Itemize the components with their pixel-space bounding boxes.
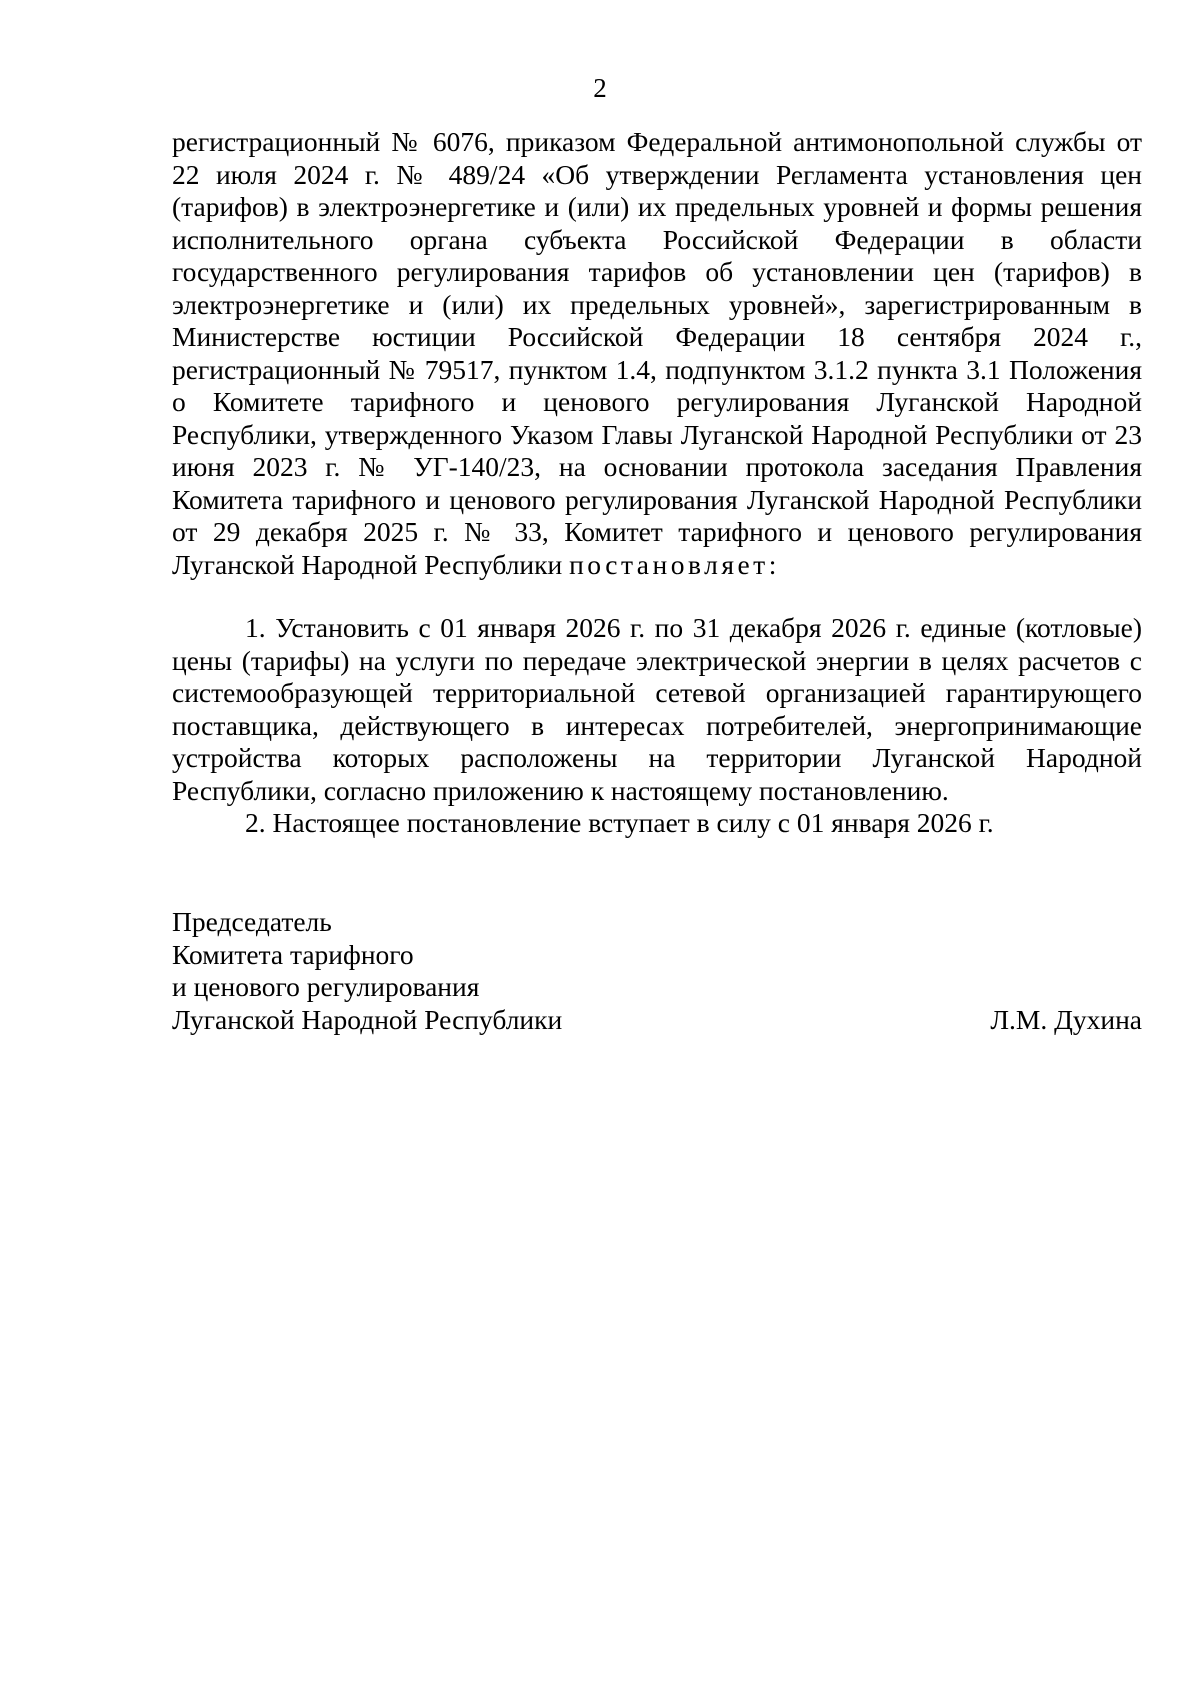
resolution-item-2: 2. Настоящее постановление вступает в силу с 01 января 2026 г. [245,807,994,838]
signatory-title-line: Председатель [172,906,332,937]
preamble-text: регистрационный № 6076, приказом Федеральной антимонопольной службы от 22 июля 2024 г. № 489/24 «Об утверждении Регламента установления цен (тарифов) в электроэнергетике и (или) их предельных уровней и формы решения исполнительного органа субъекта Российской Федерации в области государственного регулирования тарифов об установлении цен (тарифов) в электроэнергетике и (или) их предельных уровней», зарегистрированным в Министерстве юстиции Российской Федерации 18 сентября 2024 г., регистрационный № 79517, пунктом 1.4, подпунктом 3.1.2 пункта 3.1 Положения о Комитете тарифного и ценового регулирования Луганской Народной Республики, утвержденного Указом Главы Луганской Народной Республики от 23 июня 2023 г. № УГ-140/23, на основании протокола заседания Правления Комитета тарифного и ценового регулирования Луганской Народной Республики от 29 декабря 2025 г. № 33, Комитет тарифного и ценового регулирования Луганской Народной Республики [172,126,1142,580]
signatory-title-line: Луганской Народной Республики [172,1003,563,1035]
resolution-items [172,612,1142,840]
decree-word: постановляет: [569,548,780,580]
signatory-title-line: Комитета тарифного [172,938,414,970]
page-number: 2 [593,73,607,103]
signature-block [172,906,1142,1036]
signatory-title-line: и ценового регулирования [172,971,480,1002]
resolution-item-1: 1. Установить с 01 января 2026 г. по 31 декабря 2026 г. единые (котловые) цены (тарифы) на услуги по передаче электрической энергии в целях расчетов с системообразующей территориальной сетевой организацией гарантирующего поставщика, действующего в интересах потребителей, энергопринимающие устройства которых расположены на территории Луганской Народной Республики, согласно приложению к настоящему постановлению. [172,612,1142,806]
signatory-name: Л.М. Духина [990,1003,1142,1035]
preamble-paragraph [172,126,1142,581]
